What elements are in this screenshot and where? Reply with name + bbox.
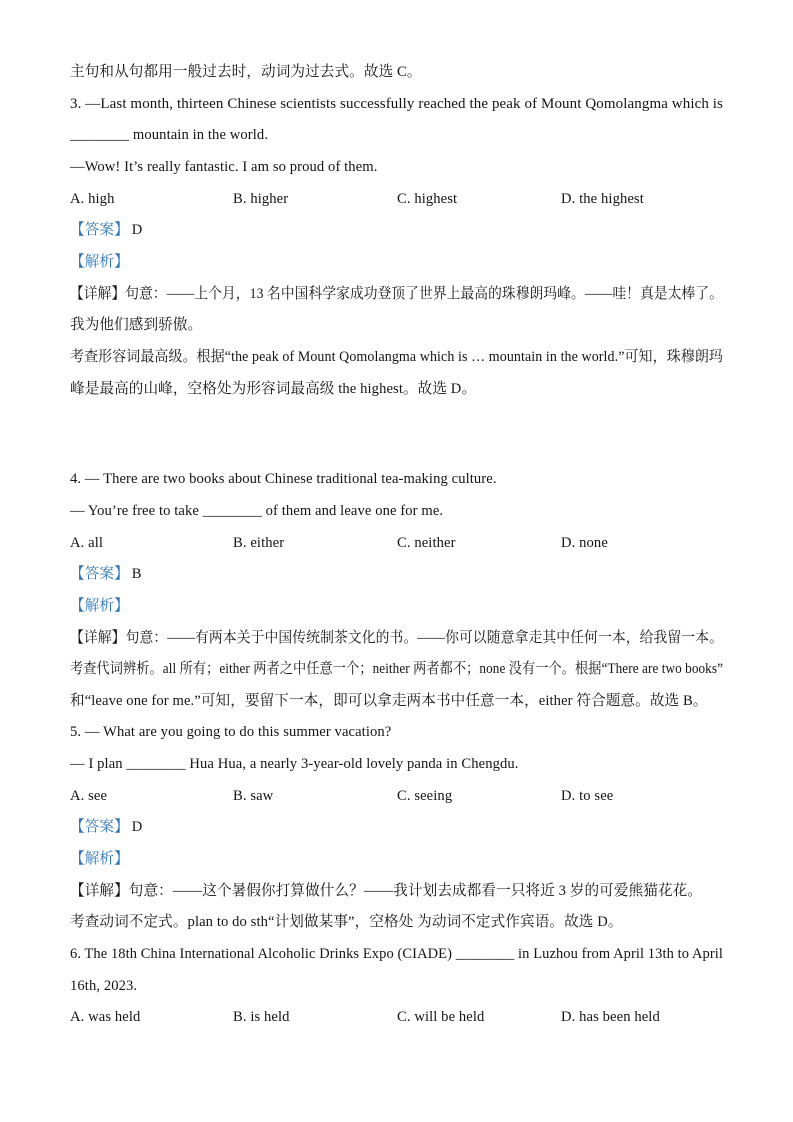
answer-label: 【答案】 xyxy=(70,566,129,583)
question-3-option-a: A. high xyxy=(70,190,115,207)
question-4-option-b: B. either xyxy=(233,534,285,551)
question-4-option-a: A. all xyxy=(70,534,104,551)
question-5-answer-line xyxy=(70,812,723,844)
question-6-block xyxy=(70,939,723,1034)
document-content xyxy=(70,57,723,1034)
question-4-explain-line-1: 【详解】句意：——有两本关于中国传统制茶文化的书。——你可以随意拿走其中任何一本，给我留一本。 xyxy=(70,629,723,646)
question-5-option-c: C. seeing xyxy=(397,787,453,804)
question-6-stem-line-1: 6. The 18th China International Alcoholic Drinks Expo (CIADE) ________ in Luzhou from April 13th to April xyxy=(70,946,723,963)
question-6-option-a: A. was held xyxy=(70,1009,141,1026)
question-3-stem-line-1: 3. —Last month, thirteen Chinese scientists successfully reached the peak of Mount Qomolangma which is xyxy=(70,95,723,112)
question-5-option-b: B. saw xyxy=(233,787,274,804)
question-4-explain-line-3: 和“leave one for me.”可知，要留下一本，即可以拿走两本书中任意一本，either 符合题意。故选 B。 xyxy=(70,692,708,709)
question-6-option-c: C. will be held xyxy=(397,1009,485,1026)
question-5-explain-line-2: 考查动词不定式。plan to do sth“计划做某事”，空格处 为动词不定式作宾语。故选 D。 xyxy=(70,914,623,931)
question-5-option-a: A. see xyxy=(70,787,108,804)
analysis-label: 【解析】 xyxy=(70,597,129,614)
question-5-explain-line-1: 【详解】句意：——这个暑假你打算做什么？——我计划去成都看一只将近 3 岁的可爱熊猫花花。 xyxy=(70,882,703,899)
question-6-option-b: B. is held xyxy=(233,1009,290,1026)
section-gap xyxy=(70,405,723,464)
question-5-stem-line-2: — I plan ________ Hua Hua, a nearly 3-year-old lovely panda in Chengdu. xyxy=(70,756,519,773)
question-6-stem-line-2: 16th, 2023. xyxy=(70,977,138,994)
question-3-block xyxy=(70,89,723,406)
question-4-stem-line-1: 4. — There are two books about Chinese traditional tea-making culture. xyxy=(70,471,497,488)
question-4-analysis-line xyxy=(70,591,723,623)
question-3-option-b: B. higher xyxy=(233,190,289,207)
question-4-answer-value: B xyxy=(131,566,142,583)
question-5-answer-value: D xyxy=(131,819,143,836)
question-4-option-c: C. neither xyxy=(397,534,456,551)
question-3-option-c: C. highest xyxy=(397,190,458,207)
question-3-explain-line-4: 峰是最高的山峰，空格处为形容词最高级 the highest。故选 D。 xyxy=(70,380,477,397)
analysis-label: 【解析】 xyxy=(70,851,129,868)
question-4-block xyxy=(70,464,723,717)
question-3-analysis-line xyxy=(70,247,723,279)
question-5-options-row xyxy=(70,781,723,813)
question-3-options-row xyxy=(70,184,723,216)
question-5-stem-line-1: 5. — What are you going to do this summer vacation? xyxy=(70,724,392,741)
question-4-stem-line-2: — You’re free to take ________ of them and leave one for me. xyxy=(70,502,444,519)
analysis-label: 【解析】 xyxy=(70,253,129,270)
question-6-options-row xyxy=(70,1002,723,1034)
answer-label: 【答案】 xyxy=(70,819,129,836)
question-6-option-d: D. has been held xyxy=(561,1009,660,1026)
question-5-block xyxy=(70,717,723,939)
question-5-analysis-line xyxy=(70,844,723,876)
question-4-options-row xyxy=(70,528,723,560)
question-3-answer-line xyxy=(70,215,723,247)
question-4-explain-line-2: 考查代词辨析。all 所有；either 两者之中任意一个；neither 两者都不；none 没有一个。根据“There are two books” xyxy=(70,661,723,678)
question-3-explain-line-1: 【详解】句意：——上个月，13 名中国科学家成功登顶了世界上最高的珠穆朗玛峰。——哇！真是太棒了。 xyxy=(70,285,723,302)
previous-answer-tail-line: 主句和从句都用一般过去时，动词为过去式。故选 C。 xyxy=(70,64,422,80)
answer-label: 【答案】 xyxy=(70,222,129,239)
question-3-answer-value: D xyxy=(131,222,143,239)
question-3-stem-line-3: —Wow! It’s really fantastic. I am so proud of them. xyxy=(70,158,378,175)
question-4-option-d: D. none xyxy=(561,534,608,551)
question-3-explain-line-3: 考查形容词最高级。根据“the peak of Mount Qomolangma which is … mountain in the world.”可知，珠穆朗玛 xyxy=(70,348,723,365)
question-5-option-d: D. to see xyxy=(561,787,614,804)
question-4-answer-line xyxy=(70,559,723,591)
question-3-explain-line-2: 我为他们感到骄傲。 xyxy=(70,317,203,334)
question-3-option-d: D. the highest xyxy=(561,190,644,207)
question-3-stem-line-2: ________ mountain in the world. xyxy=(70,127,269,144)
